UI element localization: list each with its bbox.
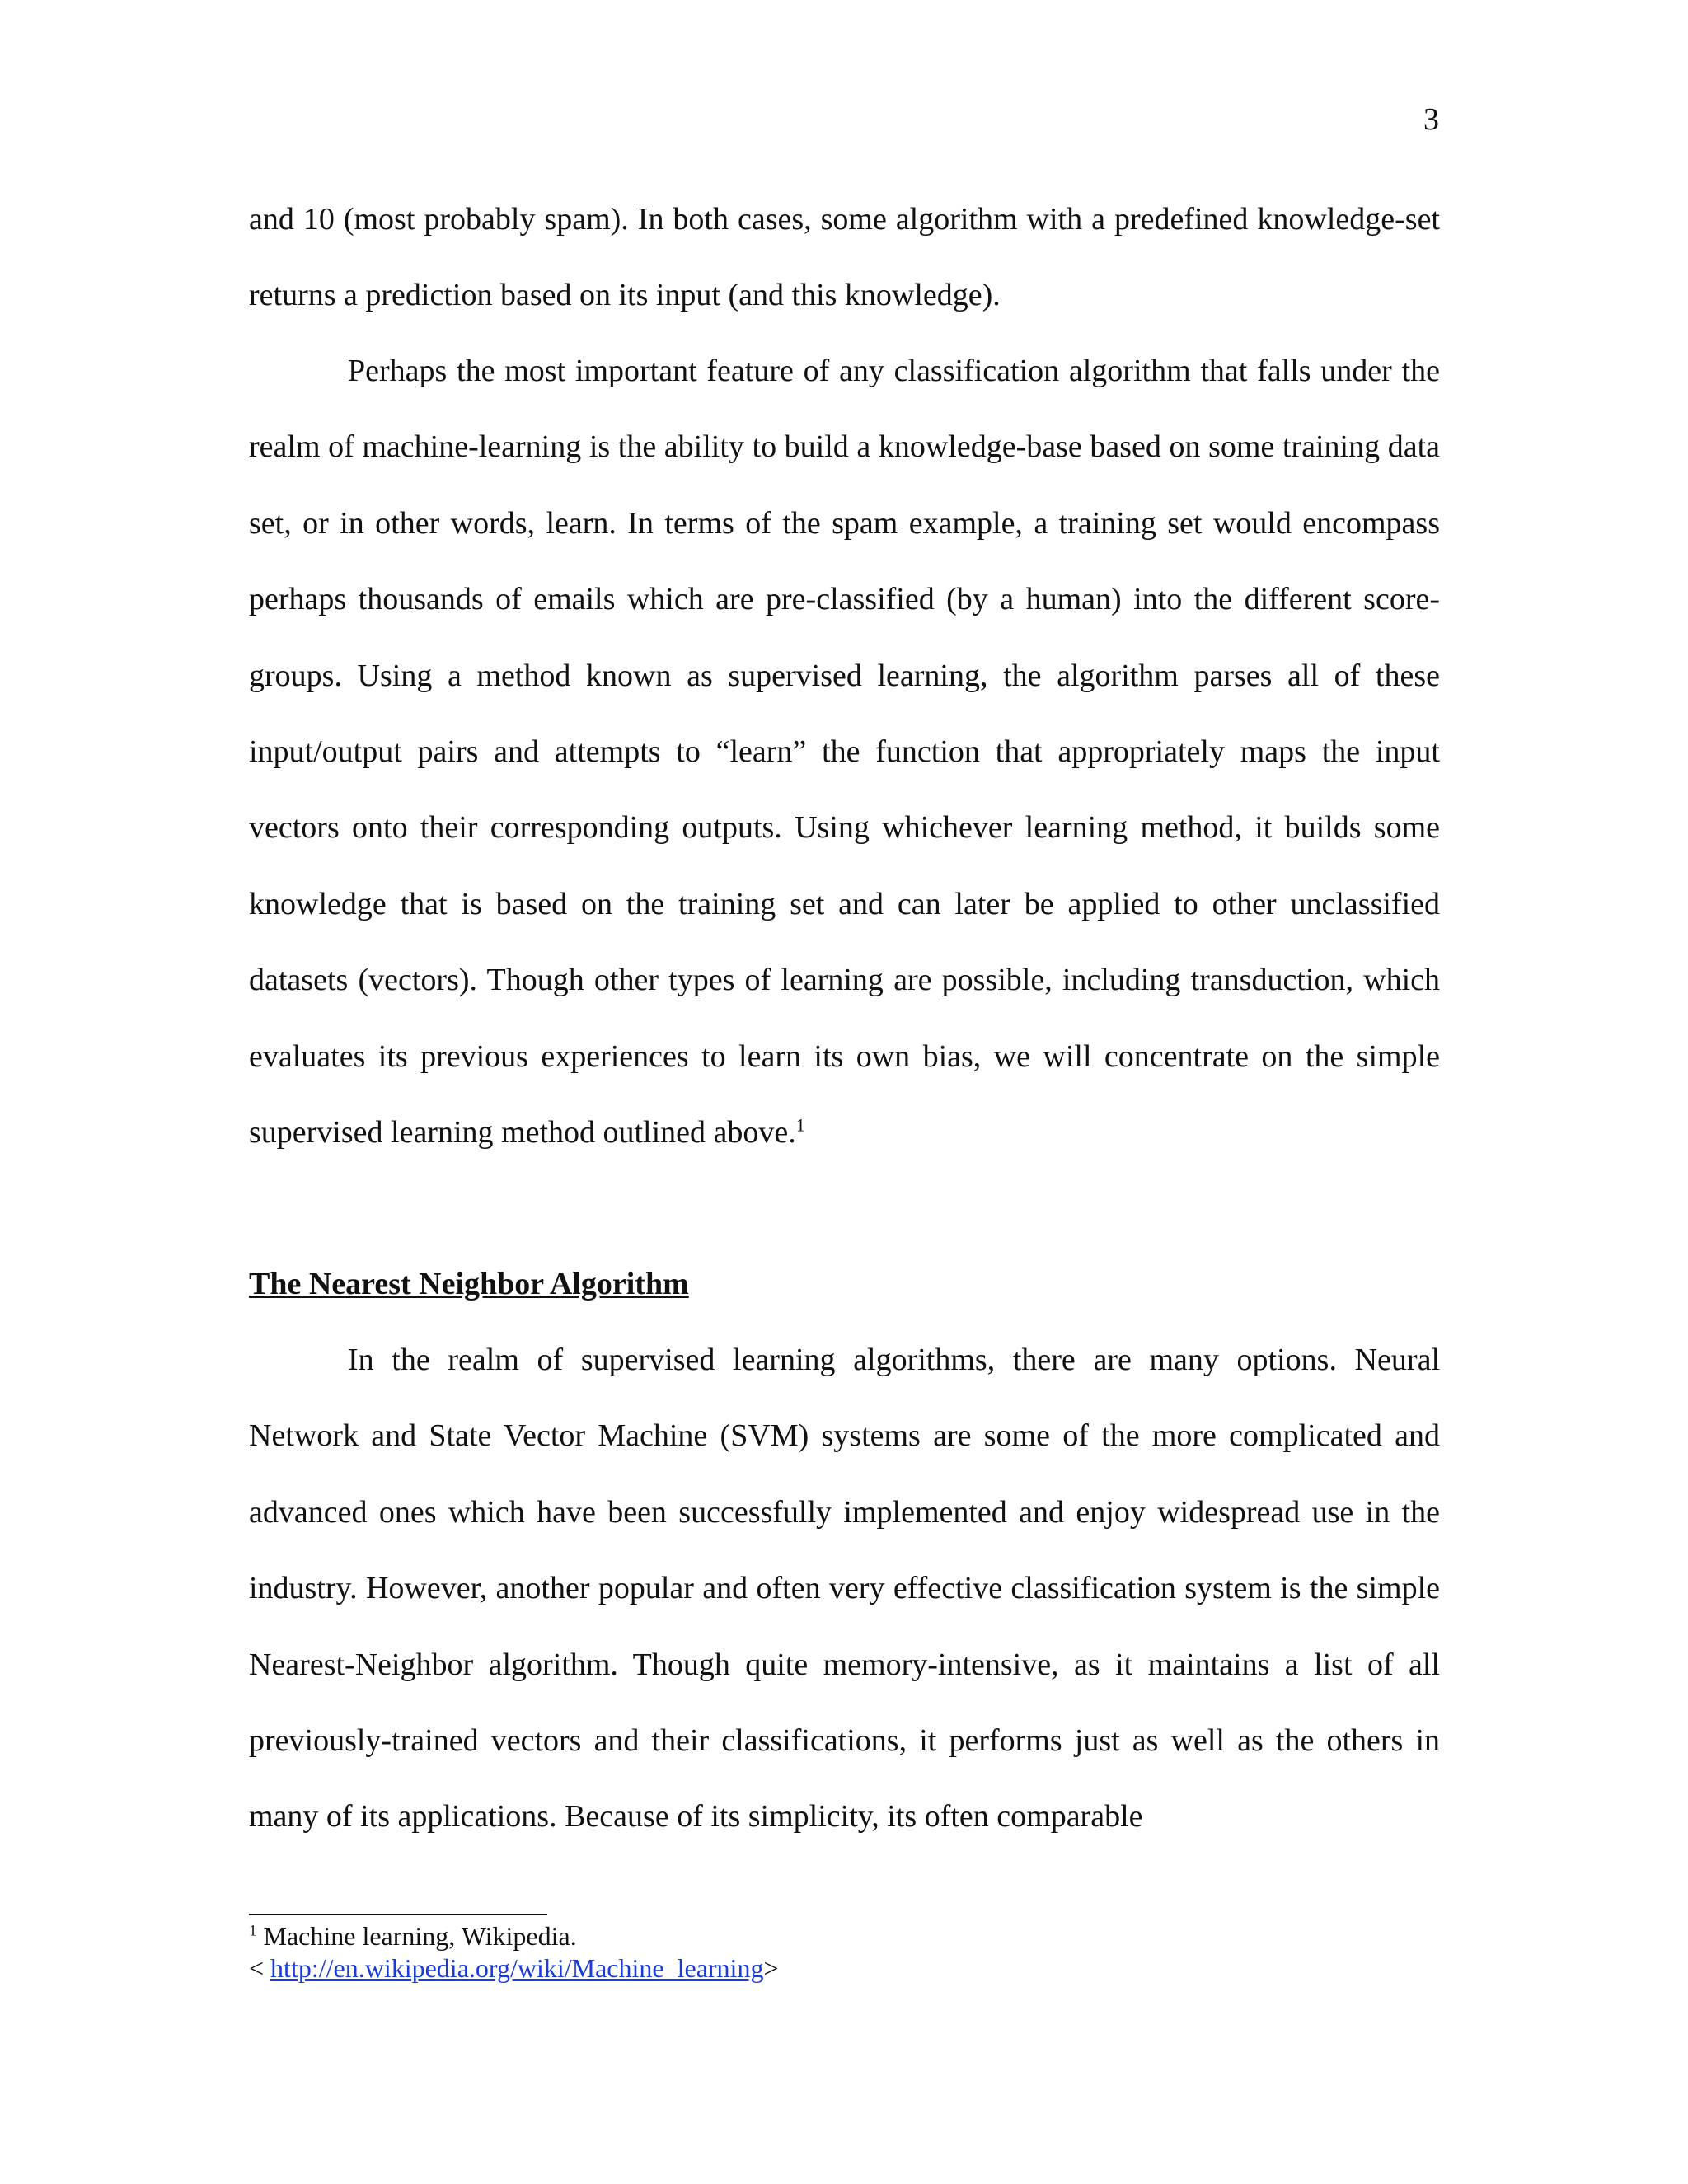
- footnote-link-line: [249, 1952, 778, 1985]
- section-heading: The Nearest Neighbor Algorithm: [249, 1267, 689, 1301]
- footnote-divider: [249, 1914, 547, 1915]
- footnote-link[interactable]: http://en.wikipedia.org/wiki/Machine_learning: [270, 1953, 764, 1983]
- footnote: [249, 1920, 778, 1985]
- paragraph-continuation: [249, 181, 1440, 334]
- paragraph-learning: [249, 333, 1440, 1170]
- footnote-reference[interactable]: 1: [795, 1114, 805, 1136]
- footnote-link-open: <: [249, 1953, 271, 1983]
- footnote-marker: 1: [249, 1922, 257, 1940]
- footnote-link-close: >: [763, 1953, 779, 1983]
- footnote-text: Machine learning, Wikipedia.: [263, 1921, 577, 1951]
- paragraph-text: and 10 (most probably spam). In both cases, some algorithm with a predefined knowledge-set returns a prediction based on its input (and this knowledge).: [249, 202, 1440, 313]
- paragraph-nearest-neighbor: [249, 1322, 1440, 1855]
- paragraph-text: In the realm of supervised learning algorithms, there are many options. Neural Network and State Vector Machine (SVM) systems are some of the more complicated and advanced ones which have been successfully implemented and enjoy widespread use in the industry. However, another popular and often very effective classification system is the simple Nearest-Neighbor algorithm. Though quite memory-intensive, as it maintains a list of all previously-trained vectors and their classifications, it performs just as well as the others in many of its applications. Because of its simplicity, its often comparable: [249, 1343, 1440, 1835]
- footnote-line: [249, 1920, 778, 1952]
- page-number: 3: [1423, 102, 1439, 137]
- paragraph-text: Perhaps the most important feature of any classification algorithm that falls under the realm of machine-learning is the ability to build a knowledge-base based on some training data set, or in other words, learn. In terms of the spam example, a training set would encompass perhaps thousands of emails which are pre-classified (by a human) into the different score-groups. Using a method known as supervised learning, the algorithm parses all of these input/output pairs and attempts to “learn” the function that appropriately maps the input vectors onto their corresponding outputs. Using whichever learning method, it builds some knowledge that is based on the training set and can later be applied to other unclassified datasets (vectors). Though other types of learning are possible, including transduction, which evaluates its previous experiences to learn its own bias, we will concentrate on the simple supervised learning method outlined above.: [249, 354, 1440, 1151]
